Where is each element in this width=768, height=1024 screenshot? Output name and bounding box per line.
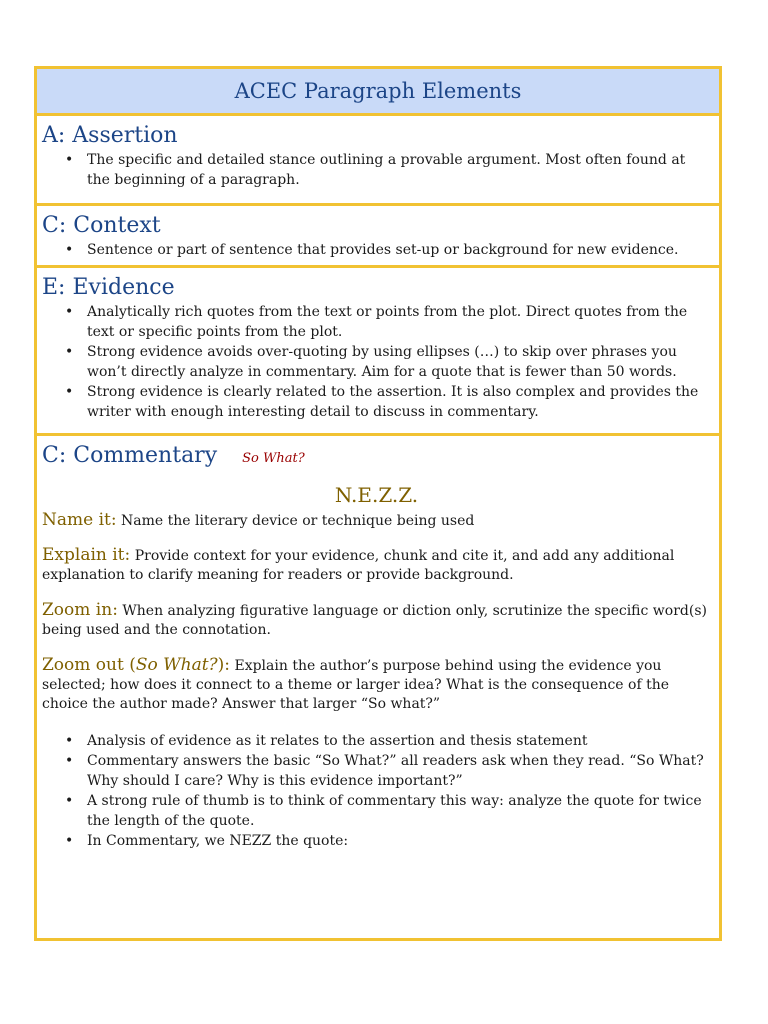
- evidence-list: [42, 302, 711, 422]
- list-item: • In Commentary, we NEZZ the quote:: [87, 831, 711, 851]
- zoom-out-label-post: ):: [217, 655, 231, 675]
- list-item: • Analysis of evidence as it relates to the assertion and thesis statement: [87, 731, 711, 751]
- assertion-list: [42, 150, 711, 190]
- commentary-heading: C: Commentary: [42, 443, 218, 468]
- acec-table: [34, 66, 722, 941]
- list-item: • Strong evidence is clearly related to the assertion. It is also complex and provides the writer with enough interesting detail to discuss in commentary.: [87, 382, 711, 422]
- list-item: • Sentence or part of sentence that provides set-up or background for new evidence.: [87, 240, 711, 260]
- assertion-heading: A: Assertion: [42, 123, 178, 148]
- assertion-section: [37, 116, 719, 206]
- explain-it-label: Explain it:: [42, 545, 131, 565]
- name-it-text: Name the literary device or technique being used: [116, 513, 475, 529]
- zoom-out-paragraph: [42, 656, 711, 714]
- list-item: • Analytically rich quotes from the text or points from the plot. Direct quotes from the text or specific points from the plot.: [87, 302, 711, 342]
- so-what-note: So What?: [242, 451, 305, 466]
- context-section: [37, 206, 719, 268]
- zoom-in-paragraph: [42, 601, 711, 640]
- commentary-header: [42, 442, 711, 470]
- zoom-in-label: Zoom in:: [42, 600, 118, 620]
- commentary-section: [37, 436, 719, 940]
- name-it-paragraph: [42, 511, 711, 531]
- list-item: • Strong evidence avoids over-quoting by using ellipses (…) to skip over phrases you won’t directly analyze in commentary. Aim for a quote that is fewer than 50 words.: [87, 342, 711, 382]
- page-title: ACEC Paragraph Elements: [234, 79, 522, 103]
- evidence-heading: E: Evidence: [42, 275, 175, 300]
- name-it-label: Name it:: [42, 510, 117, 530]
- commentary-list: [42, 731, 711, 851]
- explain-it-paragraph: [42, 546, 711, 585]
- nezz-title: N.E.Z.Z.: [334, 483, 419, 507]
- zoom-out-text: Explain the author’s purpose behind using the evidence you selected; how does it connect to a theme or larger idea? What is the consequence of the choice the author made? Answer that larger “So what?”: [42, 658, 670, 712]
- explain-it-text: Provide context for your evidence, chunk and cite it, and add any additional explanation to clarify meaning for readers or provide background.: [42, 548, 675, 583]
- list-item: • Commentary answers the basic “So What?” all readers ask when they read. “So What? Why should I care? Why is this evidence important?”: [87, 751, 711, 791]
- context-list: [42, 240, 711, 260]
- list-item: • A strong rule of thumb is to think of commentary this way: analyze the quote for twice the length of the quote.: [87, 791, 711, 831]
- zoom-out-label-pre: Zoom out (: [42, 655, 136, 675]
- zoom-in-text: When analyzing figurative language or diction only, scrutinize the specific word(s) being used and the connotation.: [42, 603, 707, 638]
- zoom-out-label-italic: So What?: [135, 655, 218, 675]
- list-item: • The specific and detailed stance outlining a provable argument. Most often found at the beginning of a paragraph.: [87, 150, 711, 190]
- zoom-out-label: [42, 655, 230, 675]
- evidence-section: [37, 268, 719, 436]
- title-row: [37, 69, 719, 116]
- context-heading: C: Context: [42, 213, 161, 238]
